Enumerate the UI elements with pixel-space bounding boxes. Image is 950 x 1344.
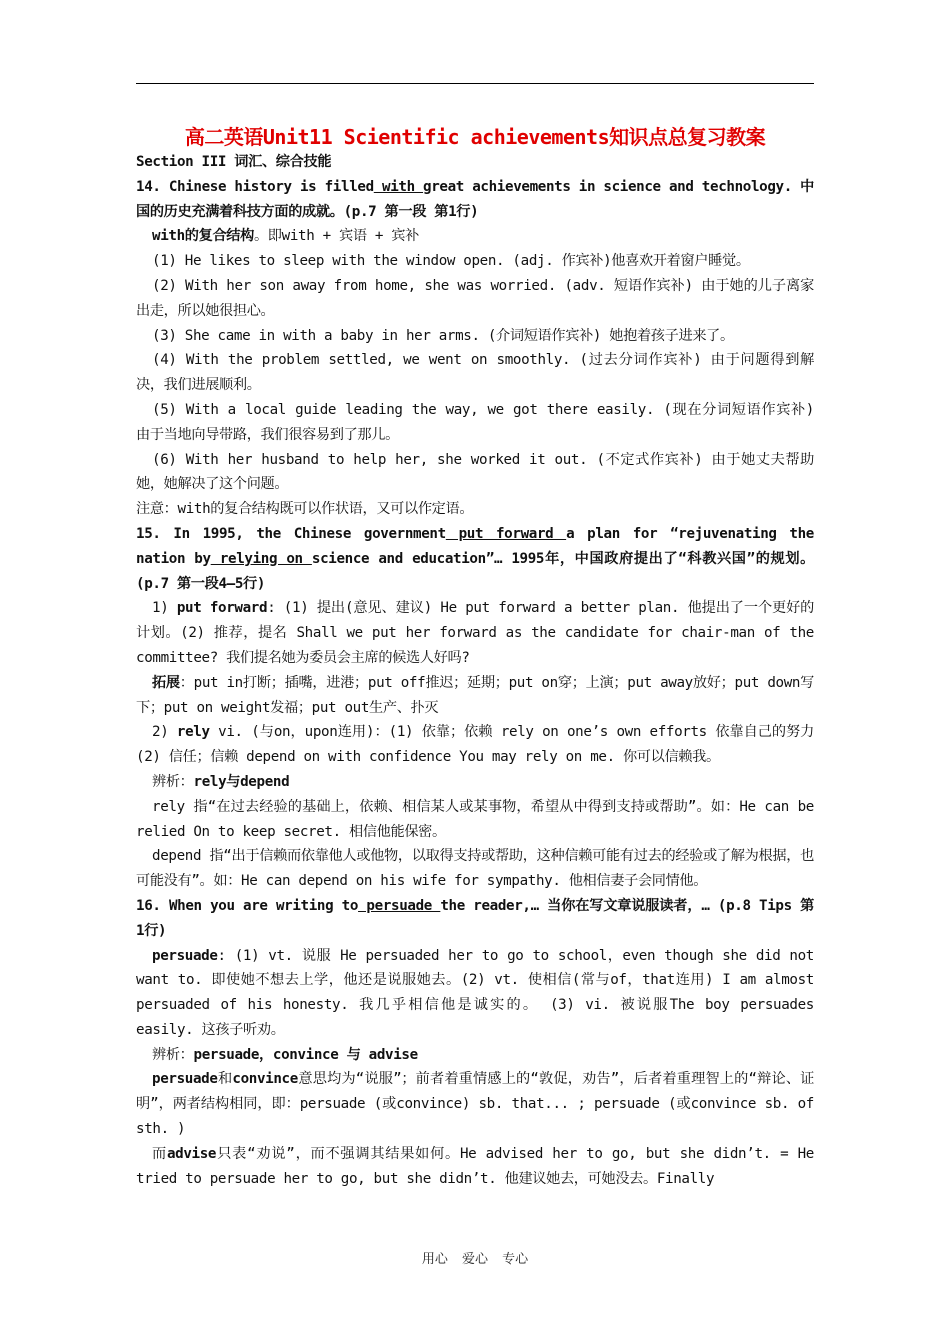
- page-footer: 用心 爱心 专心: [421, 1252, 529, 1267]
- with-example-2: (2) With her son away from home, she was worried. (adv. 短语作宾补) 由于她的儿子离家出走，所以她很担心。: [136, 277, 814, 319]
- depend-definition: depend 指“出于信赖而依靠他人或他物，以取得支持或帮助，这种信赖可能有过去的经验或了解为根据，也可能没有”。如：He can depend on his wife for sympathy. 他相信妻子会同情他。: [136, 848, 814, 890]
- with-example-6: (6) With her husband to help her, she worked it out. (不定式作宾补) 由于她丈夫帮助她，她解决了这个问题。: [136, 451, 814, 493]
- compare-persuade-convince-advise: 辨析：persuade，convince 与 advise: [152, 1046, 418, 1063]
- advise-note: 而advise只表“劝说”，而不强调其结果如何。He advised her to go, but she didn’t. = He tried to persuade her to go, but she didn’t. 他建议她去，可她没去。Finally: [136, 1145, 814, 1187]
- item-15: 15. In 1995, the Chinese government put forward a plan for “rejuvenating the nation by relying on science and education”… 1995年，中国政府提出了“科教兴国”的规划。(p.7 第一段4—5行): [136, 525, 814, 592]
- with-example-1: (1) He likes to sleep with the window open. (adj. 作宾补)他喜欢开着窗户睡觉。: [152, 253, 750, 270]
- with-structure-heading: with的复合结构。即with + 宾语 + 宾补: [152, 228, 419, 245]
- item-16: 16. When you are writing to persuade the reader,… 当你在写文章说服读者，… (p.8 Tips 第1行): [136, 897, 815, 939]
- rely-entry: 2) rely vi. (与on，upon连用)：(1) 依靠；依赖 rely on one’s own efforts 依靠自己的努力(2) 信任；信赖 depend on with confidence You may rely on me. 你可以信赖我。: [136, 724, 814, 766]
- page-title: 高二英语Unit11 Scientific achievements知识点总复习教案: [184, 125, 766, 149]
- with-example-3: (3) She came in with a baby in her arms. (介词短语作宾补) 她抱着孩子进来了。: [152, 327, 734, 344]
- header-rule: [136, 83, 814, 84]
- compare-rely-depend: 辨析：rely与depend: [152, 773, 290, 790]
- rely-definition: rely 指“在过去经验的基础上，依赖、相信某人或某事物，希望从中得到支持或帮助”。如：He can be relied On to keep secret. 相信他能保密。: [136, 798, 814, 840]
- with-note: 注意：with的复合结构既可以作状语，又可以作定语。: [136, 501, 474, 518]
- put-forward-entry: 1) put forward: (1) 提出(意见、建议) He put forward a better plan. 他提出了一个更好的计划。(2) 推荐，提名 Shall we put her forward as the candidate for chair-man of the committee? 我们提名她为委员会主席的候选人好吗?: [136, 600, 815, 666]
- item-14: 14. Chinese history is filled with great achievements in science and technology. 中国的历史充满着科技方面的成就。(p.7 第一段 第1行): [136, 178, 814, 220]
- with-example-4: (4) With the problem settled, we went on smoothly. (过去分词作宾补) 由于问题得到解决，我们进展顺利。: [136, 352, 814, 394]
- persuade-entry: persuade: (1) vt. 说服 He persuaded her to go to school，even though she did not want to. 即使她不想去上学，他还是说服她去。(2) vt. 使相信(常与of，that连用) I am almost persuaded of his honesty. 我几乎相信他是诚实的。 (3) vi. 被说服The boy persuades easily. 这孩子听劝。: [136, 947, 814, 1038]
- extension-entry: 拓展：put in打断；插嘴，进港；put off推迟；延期；put on穿；上演；put away放好；put down写下；put on weight发福；put out生产、扑灭: [136, 674, 814, 716]
- document-body: [136, 150, 814, 1191]
- with-example-5: (5) With a local guide leading the way, we got there easily. (现在分词短语作宾补) 由于当地向导带路，我们很容易到了那儿。: [136, 401, 814, 443]
- persuade-convince-note: persuade和convince意思均为“说服”；前者着重情感上的“敦促，劝告”，后者着重理智上的“辩论、证明”，两者结构相同，即：persuade (或convince) sb. that... ; persuade (或convince sb. of sth. ): [136, 1071, 814, 1138]
- section-heading: Section III 词汇、综合技能: [136, 154, 332, 170]
